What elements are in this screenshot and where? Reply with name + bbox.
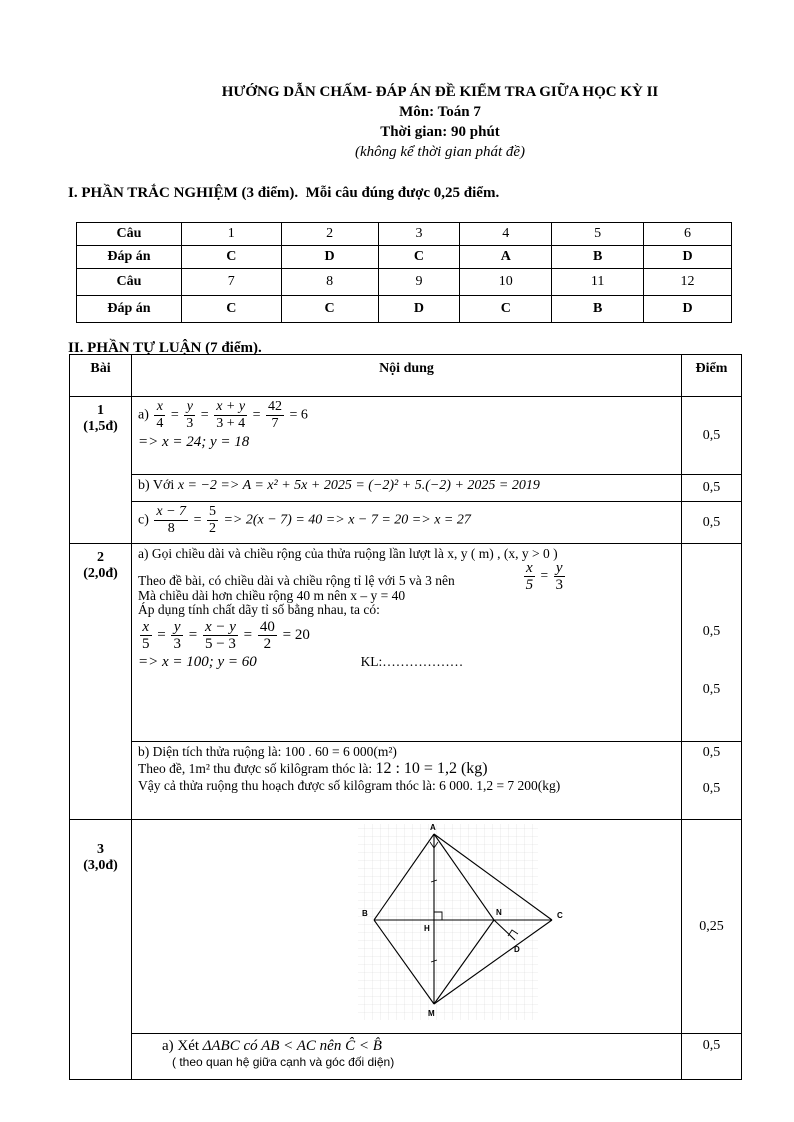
a-cell: C [378,246,460,269]
bai-2b-points2: 0,5 [702,781,721,796]
bai-1c-points: 0,5 [682,502,742,544]
col-points: Điểm [682,355,742,397]
bai-3a-prefix: a) Xét [162,1038,200,1054]
bai-1c-expr: => 2(x − 7) = 40 => x − 7 = 20 => x = 27 [223,512,471,528]
table-row [70,544,742,742]
bai-1a-result: => x = 24; y = 18 [138,434,250,450]
bai-1c-label: c) [138,512,149,528]
a-cell: A [460,246,552,269]
bai-3-fig-points: 0,25 [682,820,742,1034]
bai-1b-prefix: b) Với [138,478,175,493]
table-row [70,502,742,544]
part2-heading: II. PHẦN TỰ LUẬN (7 điểm). [68,340,262,356]
q-cell: 10 [460,269,552,296]
q-cell: 6 [644,223,732,246]
a-cell: C [181,246,281,269]
doc-subject: Môn: Toán 7 [399,104,481,120]
bai-2a-result: => x = 100; y = 60 [138,654,257,670]
label-dap-an: Đáp án [77,296,182,323]
bai-1-weight: (1,5đ) [83,419,118,434]
a-cell: B [552,296,644,323]
bai-1a-eq: a) $\frac{x}{4}$ = $\frac{y}{3}$ = $\frac{x + y}{3 + 4}$ = $\frac{42}{7}$ = 6 [138,399,308,431]
bai-2-num: 2 [97,550,104,565]
col-content: Nội dung [132,355,682,397]
q-cell: 8 [281,269,378,296]
label-M: M [428,1009,435,1018]
a-cell: D [378,296,460,323]
bai-2b-line2 [138,760,675,778]
label-A: A [430,823,436,832]
bai-2-weight: (2,0đ) [83,566,118,581]
bai-1b-points: 0,5 [682,475,742,502]
bai-2a-points2: 0,5 [702,682,721,697]
col-bai: Bài [70,355,132,397]
bai-1b-expr: x = −2 => A = x² + 5x + 2025 = (−2)² + 5.(−2) + 2025 = 2019 [177,478,540,493]
a-cell: C [181,296,281,323]
a-cell: D [644,246,732,269]
bai-2b-line1: b) Diện tích thửa ruộng là: 100 . 60 = 6 000(m²) [138,744,397,759]
q-cell: 5 [552,223,644,246]
q-cell: 11 [552,269,644,296]
part1-heading [68,185,499,202]
bai-2b-points1: 0,5 [702,745,721,760]
label-C: C [557,911,563,920]
bai-2a-result-line [138,654,675,671]
q-cell: 1 [181,223,281,246]
bai-2a-line3: Mà chiều dài hơn chiều rộng 40 m nên x – y = 40 [138,588,406,603]
bai-1a-points: 0,5 [682,397,742,475]
bai-1a [132,397,682,475]
table-row [77,246,732,269]
label-B: B [362,909,368,918]
a-cell: B [552,246,644,269]
bai-1a-label: a) [138,407,149,423]
label-D: D [514,945,520,954]
bai-3a-line1 [162,1038,675,1055]
doc-title: HƯỚNG DẪN CHẤM- ĐÁP ÁN ĐỀ KIỂM TRA GIỮA HỌC KỲ II [221,84,659,100]
table-row [77,296,732,323]
table-row [70,1034,742,1080]
label-cau: Câu [77,269,182,296]
a-cell: C [460,296,552,323]
bai-1 [70,397,132,544]
bai-2a-line4: Áp dụng tính chất dãy tỉ số bằng nhau, ta có: [138,602,380,617]
part1-title: I. PHẦN TRẮC NGHIỆM (3 điểm). [68,185,299,201]
bai-3 [70,820,132,1080]
label-dap-an: Đáp án [77,246,182,269]
doc-note: (không kể thời gian phát đề) [354,144,526,160]
essay-table [69,354,742,1080]
q-cell: 12 [644,269,732,296]
bai-3a-points: 0,5 [682,1034,742,1080]
table-row [77,223,732,246]
bai-1-num: 1 [97,403,104,418]
bai-3-num: 3 [97,842,104,857]
bai-2a-eq: $\frac{x}{5}$ = $\frac{y}{3}$ = $\frac{x - y}{5 - 3}$ = $\frac{40}{2}$ = 20 [142,619,310,652]
table-row [70,742,742,820]
a-cell: D [281,246,378,269]
answer-table [76,222,732,323]
table-row [70,397,742,475]
bai-2b-line2-pre: Theo đề, 1m² thu được số kilôgram thóc là: [138,761,373,776]
q-cell: 9 [378,269,460,296]
bai-3-weight: (3,0đ) [83,858,118,873]
bai-2b-points [682,742,742,820]
q-cell: 4 [460,223,552,246]
label-cau: Câu [77,223,182,246]
bai-1b [132,475,682,502]
bai-1c: c) $\frac{x - 7}{8}$ = $\frac{5}{2}$ => 2(x − 7) = 40 => x − 7 = 20 => x = 27 [132,502,682,544]
bai-3a-expr: ΔABC có AB < AC nên Ĉ < B̂ [202,1038,382,1054]
bai-2a-points1: 0,5 [702,624,721,639]
part1-note: Mỗi câu đúng được 0,25 điểm. [305,185,500,201]
q-cell: 2 [281,223,378,246]
bai-2b-line3: Vậy cả thửa ruộng thu hoạch được số kilôgram thóc là: 6 000. 1,2 = 7 200(kg) [138,778,561,793]
triangle-figure [132,820,681,1032]
bai-2a-ratio: $\frac{x}{5}$ = $\frac{y}{3}$ [525,560,563,593]
bai-3-figure-cell [132,820,682,1034]
a-cell: D [644,296,732,323]
bai-2b-line2-val: 12 : 10 = 1,2 (kg) [375,760,488,777]
bai-3a-line2: ( theo quan hệ giữa cạnh và góc đối diện) [172,1055,395,1069]
table-row [77,269,732,296]
q-cell: 3 [378,223,460,246]
label-N: N [496,908,502,917]
bai-2a-kl: KL:……………… [360,654,464,669]
bai-2a [132,544,682,742]
label-H: H [424,924,430,933]
table-row [70,355,742,397]
q-cell: 7 [181,269,281,296]
a-cell: C [281,296,378,323]
table-row [70,475,742,502]
table-row [70,820,742,1034]
bai-2a-line1: a) Gọi chiều dài và chiều rộng của thửa ruộng lần lượt là x, y ( m) , (x, y > 0 ) [138,546,558,561]
bai-2a-points [682,544,742,742]
bai-2a-line2: Theo đề bài, có chiều dài và chiều rộng tỉ lệ với 5 và 3 nên [138,573,455,588]
bai-3a [132,1034,682,1080]
bai-2 [70,544,132,820]
bai-2b [132,742,682,820]
doc-time: Thời gian: 90 phút [380,124,500,140]
